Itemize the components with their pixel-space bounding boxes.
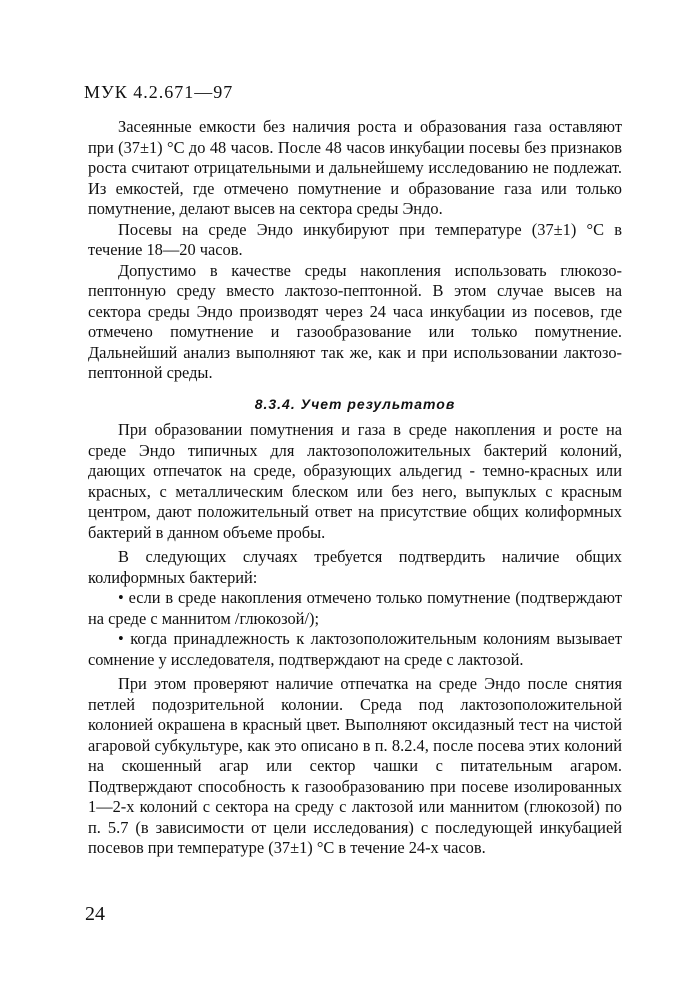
bullet-doubtful-colonies: • когда принадлежность к лактозоположительным колониям вызывает сомнение у исследователя, подтверждают на среде с лактозой. [88, 629, 622, 669]
paragraph-endo-incubation: Посевы на среде Эндо инкубируют при температуре (37±1) °С в течение 18—20 часов. [88, 219, 622, 259]
paragraph-verification-procedure: При этом проверяют наличие отпечатка на среде Эндо после снятия петлей подозрительной колонии. Среда под лактозоположительной колонией окрашена в красный цвет. Выполняют оксидазный тест на чистой агаровой субкультуре, как это описано в п. 8.2.4, после посева этих колоний на скошенный агар или сектор чашки с питательным агаром. Подтверждают способность к газообразованию при посеве изолированных 1—2-х колоний с сектора на среду с лактозой или маннитом (глюкозой) по п. 5.7 (в зависимости от цели исследования) с последующей инкубацией посевов при температуре (37±1) °С в течение 24-х часов. [88, 674, 622, 857]
page-number: 24 [85, 903, 105, 925]
paragraph-positive-result: При образовании помутнения и газа в среде накопления и росте на среде Эндо типичных для лактозоположительных бактерий колоний, дающих отпечаток на среде, образующих альдегид - темно-красных или красных, с металлическим блеском или без него, выпуклых с красным центром, дают положительный ответ на присутствие общих колиформных бактерий в данном объеме пробы. [88, 420, 622, 542]
section-title: 8.3.4. Учет результатов [254, 395, 456, 412]
paragraph-incubation-48h: Засеянные емкости без наличия роста и образования газа оставляют при (37±1) °С до 48 часов. После 48 часов инкубации посевы без признаков роста считают отрицательными и дальнейшему исследованию не подлежат. Из емкостей, где отмечено помутнение и образование газа или только помутнение, делают высев на сектора среды Эндо. [88, 117, 622, 218]
paragraph-confirmation-cases: В следующих случаях требуется подтвердить наличие общих колиформных бактерий: [88, 547, 622, 587]
document-code-header: МУК 4.2.671—97 [84, 82, 234, 102]
page-body [88, 117, 622, 859]
bullet-turbidity-only: • если в среде накопления отмечено только помутнение (подтверждают на среде с маннитом /глюкозой/); [88, 588, 622, 628]
paragraph-glucose-peptone-alternative: Допустимо в качестве среды накопления использовать глюкозо-пептонную среду вместо лактозо-пептонной. В этом случае высев на сектора среды Эндо производят через 24 часа инкубации из посевов, где отмечено помутнение и газообразование или только помутнение. Дальнейший анализ выполняют так же, как и при использовании лактозо-пептонной среды. [88, 260, 622, 382]
